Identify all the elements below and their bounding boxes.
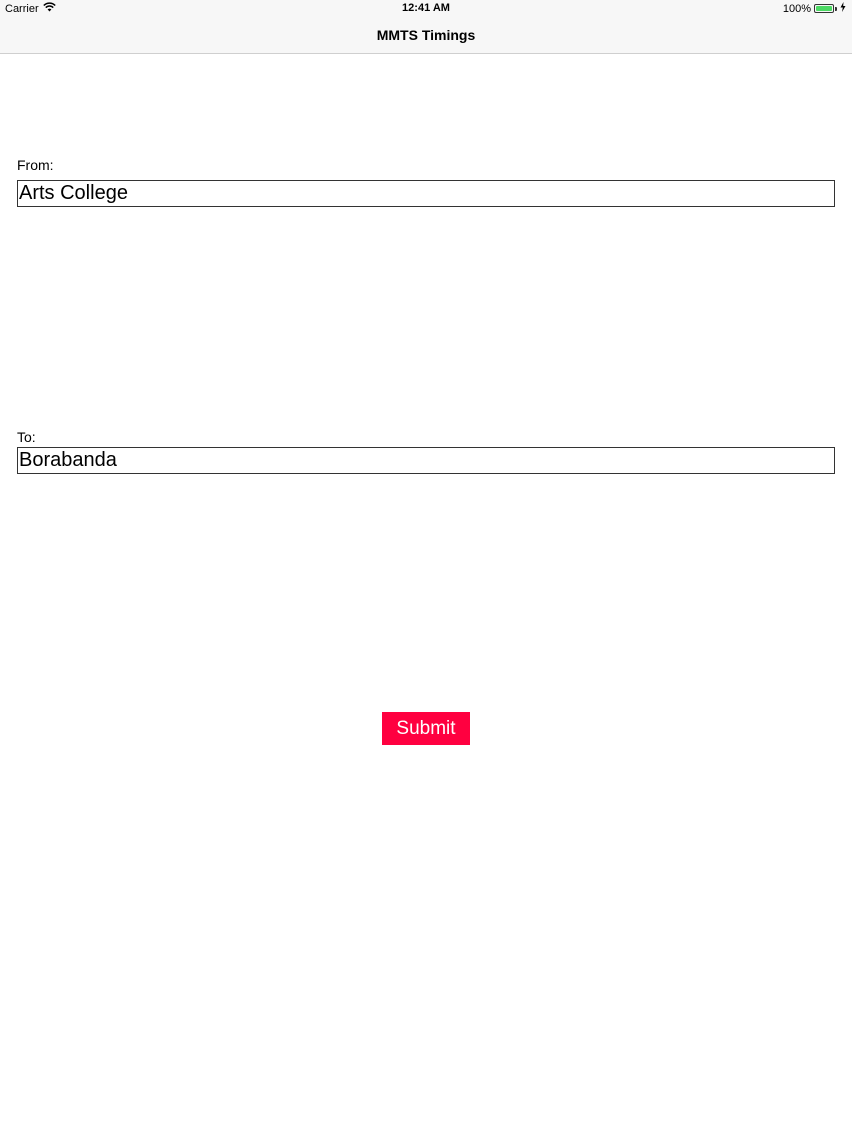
to-station-field[interactable] <box>17 447 835 474</box>
from-station-field[interactable] <box>17 180 835 207</box>
status-bar <box>0 0 852 18</box>
submit-button[interactable]: Submit <box>382 712 470 745</box>
carrier-label: Carrier <box>5 2 39 15</box>
to-label: To: <box>17 429 36 445</box>
page-title: MMTS Timings <box>376 27 476 43</box>
battery-icon <box>814 4 834 13</box>
battery-percent: 100% <box>782 2 811 15</box>
battery-tip <box>835 7 837 11</box>
from-label: From: <box>17 157 54 173</box>
status-time: 12:41 AM <box>402 2 450 14</box>
navigation-bar <box>0 18 852 54</box>
charging-bolt-icon <box>840 2 846 15</box>
status-right <box>783 2 846 15</box>
battery-fill <box>816 6 832 11</box>
